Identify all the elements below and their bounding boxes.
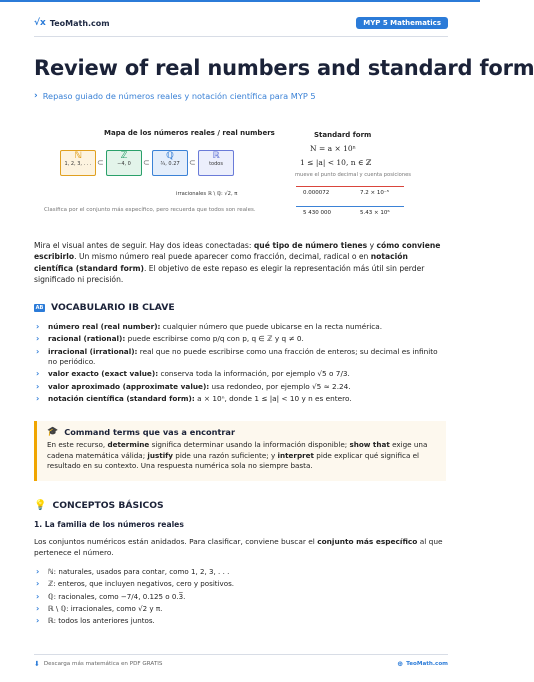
map-title: Mapa de los números reales / real numbers [104, 129, 275, 137]
set-box-reals [198, 150, 234, 176]
right-shift-arrow [296, 206, 404, 207]
sf-example-2-decimal: 5 430 000 [303, 210, 331, 216]
list-item [34, 322, 446, 332]
emphasis: interpret [277, 450, 314, 460]
page-title: Review of real numbers and standard form [34, 56, 534, 80]
definition: a × 10ⁿ, donde 1 ≤ |a| < 10 y n es entero. [194, 394, 352, 404]
chevron-right-icon: › [36, 322, 40, 331]
set-example: 1, 2, 3, . . . [64, 161, 92, 167]
chevron-right-icon: › [36, 369, 40, 379]
chevron-right-icon: › [36, 394, 40, 404]
subset-symbol: ⊂ [97, 158, 104, 167]
list-item [34, 616, 446, 626]
text: . El objetivo de este repaso es elegir la representación más útil sin perder significado ni precisión. [34, 263, 425, 284]
list-item [34, 334, 446, 344]
subtitle-text: Repaso guiado de números reales y notación científica para MYP 5 [42, 91, 316, 101]
left-shift-arrow [296, 186, 404, 187]
graduation-cap-icon: 🎓 [47, 427, 59, 437]
command-terms-callout [34, 421, 446, 481]
set-symbol: ℝ [212, 151, 220, 161]
item-text: ℤ: enteros, que incluyen negativos, cero y positivos. [48, 579, 235, 589]
emphasis: show that [349, 440, 390, 449]
chevron-right-icon: › [36, 616, 40, 626]
subset-symbol: ⊂ [143, 158, 150, 167]
term: valor exacto (exact value): [48, 369, 159, 379]
list-item [34, 567, 446, 577]
emphasis: determine [107, 440, 150, 449]
site-link[interactable] [397, 660, 448, 668]
vocab-list [34, 322, 446, 407]
number-sets-figure [44, 124, 440, 224]
heading-text: VOCABULARIO IB CLAVE [51, 302, 175, 313]
standard-form-equation: N = a × 10ⁿ [310, 144, 356, 153]
emphasis: cómo conviene escribirlo [34, 241, 441, 262]
callout-title: Command terms que vas a encontrar [64, 427, 235, 437]
irrationals-note: irracionales ℝ \ ℚ: √2, π [176, 191, 238, 197]
lightbulb-icon: 💡 [34, 500, 47, 511]
definition: cualquier número que puede ubicarse en la recta numérica. [160, 322, 383, 331]
concepts-heading [34, 500, 164, 511]
emphasis: qué tipo de número tienes [253, 241, 368, 250]
page-subtitle [34, 91, 316, 101]
definition: real que no puede escribirse como una fracción de enteros; su decimal es infinito no periódico. [48, 346, 438, 367]
set-box-rationals [152, 150, 188, 176]
subset-symbol: ⊂ [189, 158, 196, 167]
text: exige una cadena matemática válida; [47, 440, 428, 460]
chevron-right-icon: › [36, 381, 40, 391]
list-item [34, 579, 446, 589]
sf-example-2-standard: 5.43 × 10⁶ [360, 210, 390, 216]
term: notación científica (standard form): [48, 394, 195, 404]
download-link[interactable] [34, 660, 162, 668]
course-badge: MYP 5 Mathematics [356, 17, 448, 29]
set-example: −4, 0 [117, 161, 131, 167]
item-text: ℝ: todos los anteriores juntos. [48, 616, 155, 626]
callout-body [47, 440, 436, 472]
sf-example-1-standard: 7.2 × 10⁻⁵ [360, 190, 389, 196]
sf-example-1-decimal: 0.000072 [303, 190, 330, 196]
chevron-right-icon: › [36, 591, 40, 601]
set-symbol: ℕ [74, 151, 82, 161]
brand-label: TeoMath.com [49, 18, 110, 28]
emphasis: justify [147, 450, 173, 460]
item-text: ℝ \ ℚ: irracionales, como √2 y π. [48, 603, 163, 613]
definition: usa redondeo, por ejemplo √5 ≈ 2.24. [209, 381, 351, 391]
term: racional (rational): [48, 334, 126, 344]
standard-form-condition: 1 ≤ |a| < 10, n ∈ ℤ [300, 158, 372, 167]
term: valor aproximado (approximate value): [48, 381, 210, 391]
list-item [34, 369, 446, 379]
chevron-right-icon: › [36, 346, 40, 356]
sqrt-logo-icon: √x [34, 18, 46, 28]
set-example: ¾, 0.27̅ [160, 161, 180, 167]
text: pide una razón suficiente; y [173, 450, 278, 460]
chevron-right-icon: › [36, 567, 40, 576]
top-accent-bar [0, 0, 480, 2]
sets-list [34, 567, 446, 628]
emphasis: conjunto más específico [317, 537, 418, 546]
page-header [34, 14, 448, 37]
list-item [34, 592, 446, 602]
list-item [34, 604, 446, 614]
brand[interactable] [34, 18, 110, 28]
item-text: ℕ: naturales, usados para contar, como 1, 2, 3, . . . [48, 567, 230, 576]
site-label: TeoMath.com [406, 661, 448, 667]
callout-heading [47, 427, 436, 437]
set-box-naturals [60, 150, 96, 176]
term: irracional (irrational): [48, 346, 138, 356]
chevron-right-icon: › [36, 579, 40, 589]
text: pide explicar qué significa el resultado en su contexto. Una respuesta numérica sola no siempre basta. [47, 450, 420, 471]
text: En este recurso, [47, 440, 108, 449]
item-text: ℚ: racionales, como −7/4, 0.125 o 0.3̅. [48, 591, 186, 601]
text: al que pertenece el número. [34, 537, 443, 557]
text: . Un mismo número real puede aparecer como fracción, decimal, radical o en [74, 252, 371, 262]
vocabulary-icon: AB [35, 304, 44, 311]
standard-form-note: mueve el punto decimal y cuenta posiciones [295, 172, 412, 178]
vocab-heading [34, 302, 175, 313]
chevron-right-icon: › [36, 603, 40, 613]
set-box-integers [106, 150, 142, 176]
heading-text: CONCEPTOS BÁSICOS [52, 500, 164, 511]
page-footer [34, 654, 448, 668]
text: y [367, 241, 377, 250]
download-icon: ⬇ [34, 660, 40, 668]
term: número real (real number): [48, 322, 161, 331]
figure-caption: Clasifica por el conjunto más específico, pero recuerda que todos son reales. [44, 207, 256, 213]
globe-icon: ⊕ [397, 660, 404, 668]
text: Mira el visual antes de seguir. Hay dos ideas conectadas: [34, 241, 254, 250]
concepts-paragraph [34, 537, 446, 559]
list-item [34, 382, 446, 392]
subsection-title: 1. La familia de los números reales [34, 520, 184, 529]
definition: conserva toda la información, por ejemplo √5 o 7/3. [158, 369, 350, 379]
text: Los conjuntos numéricos están anidados. Para clasificar, conviene buscar el [34, 537, 318, 546]
chevron-right-icon: › [34, 91, 38, 101]
list-item [34, 347, 446, 368]
list-item [34, 394, 446, 404]
set-symbol: ℤ [120, 151, 128, 161]
definition: puede escribirse como p/q con p, q ∈ ℤ y q ≠ 0. [125, 334, 304, 344]
intro-paragraph [34, 240, 446, 285]
chevron-right-icon: › [36, 334, 40, 344]
standard-form-title: Standard form [314, 131, 372, 139]
download-label: Descarga más matemática en PDF GRATIS [43, 661, 163, 667]
emphasis: notación científica (standard form) [34, 252, 408, 273]
set-example: todos [209, 161, 223, 167]
set-symbol: ℚ [166, 151, 174, 161]
text: significa determinar usando la información disponible; [149, 440, 350, 449]
